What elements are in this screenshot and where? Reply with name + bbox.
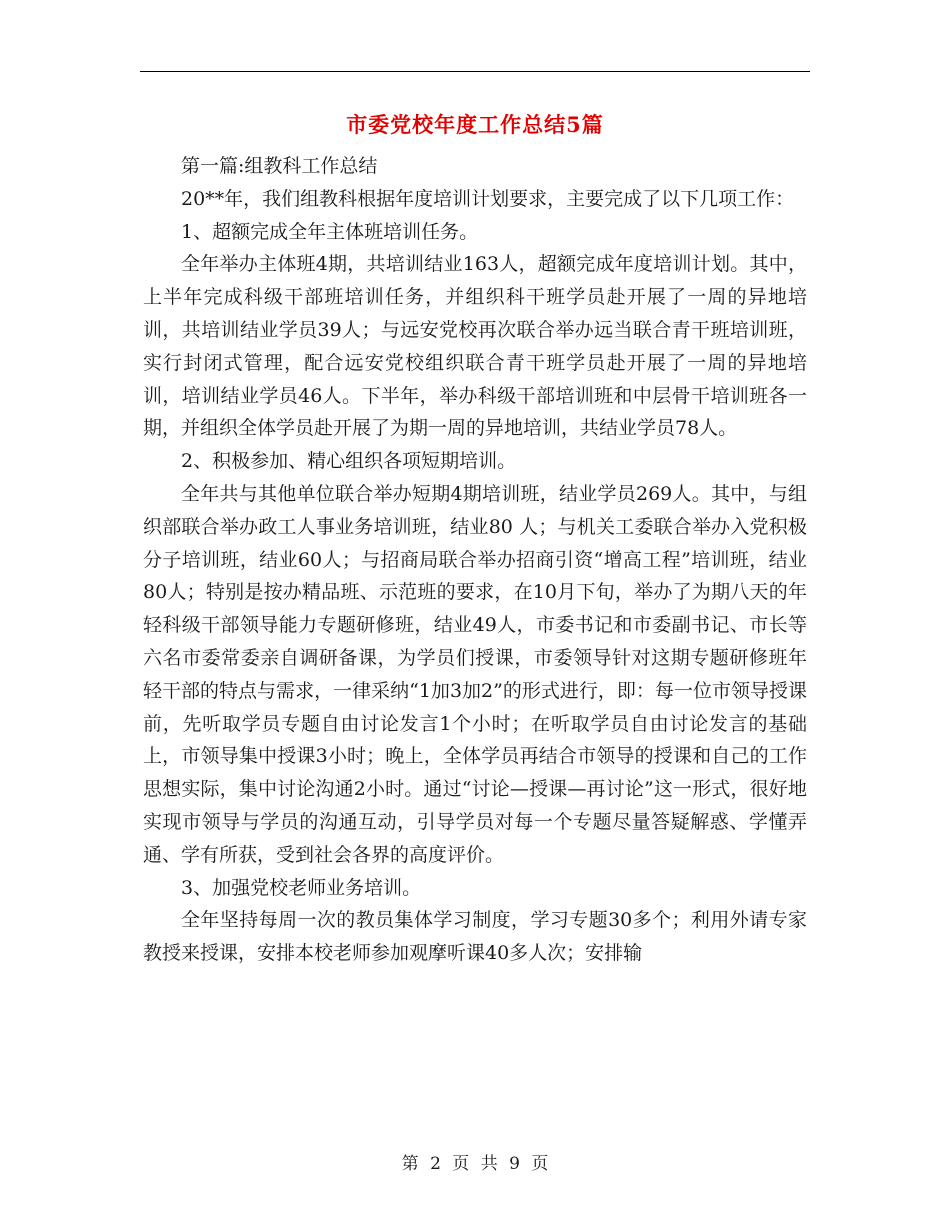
document-title: 市委党校年度工作总结5篇 (346, 112, 604, 137)
body-paragraph: 全年坚持每周一次的教员集体学习制度，学习专题30多个；利用外请专家教授来授课，安排本校老师参加观摩听课40多人次；安排输 (143, 909, 807, 965)
section-heading: 第一篇:组教科工作总结 (181, 155, 378, 177)
body-paragraph: 全年举办主体班4期，共培训结业163人，超额完成年度培训计划。其中，上半年完成科级干部班培训任务，并组织科干班学员赴开展了一周的异地培训，共培训结业学员39人；与远安党校再次联合举办远当联合青干班培训班，实行封闭式管理，配合远安党校组织联合青干班学员赴开展了一周的异地培训，培训结业学员46人。下半年，举办科级干部培训班和中层骨干培训班各一期，并组织全体学员赴开展了为期一周的异地培训，共结业学员78人。 (143, 253, 807, 440)
document-body (143, 150, 807, 970)
item-heading: 2、积极参加、精心组织各项短期培训。 (181, 450, 517, 473)
header-rule (140, 71, 810, 72)
body-paragraph: 全年共与其他单位联合举办短期4期培训班，结业学员269人。其中，与组织部联合举办政工人事业务培训班，结业80 人；与机关工委联合举办入党积极分子培训班，结业60人；与招商局联合举办招商引资“增高工程”培训班，结业 80人；特别是按办精品班、示范班的要求，在10月下旬，举办了为期八天的年轻科级干部领导能力专题研修班，结业49人，市委书记和市委副书记、市长等六名市委常委亲自调研备课，为学员们授课，市委领导针对这期专题研修班年轻干部的特点与需求，一律采纳“1加3加2”的形式进行，即：每一位市领导授课前，先听取学员专题自由讨论发言1个小时；在听取学员自由讨论发言的基础上，市领导集中授课3小时；晚上，全体学员再结合市领导的授课和自己的工作思想实际，集中讨论沟通2小时。通过“讨论—授课—再讨论”这一形式，很好地实现市领导与学员的沟通互动，引导学员对每一个专题尽量答疑解惑、学懂弄通、学有所获，受到社会各界的高度评价。 (143, 482, 807, 866)
page-number: 第 2 页 共 9 页 (401, 1154, 549, 1174)
item-heading: 1、超额完成全年主体班培训任务。 (181, 220, 479, 243)
item-heading: 3、加强党校老师业务培训。 (181, 876, 422, 899)
body-paragraph: 20**年，我们组教科根据年度培训计划要求，主要完成了以下几项工作： (181, 187, 795, 210)
